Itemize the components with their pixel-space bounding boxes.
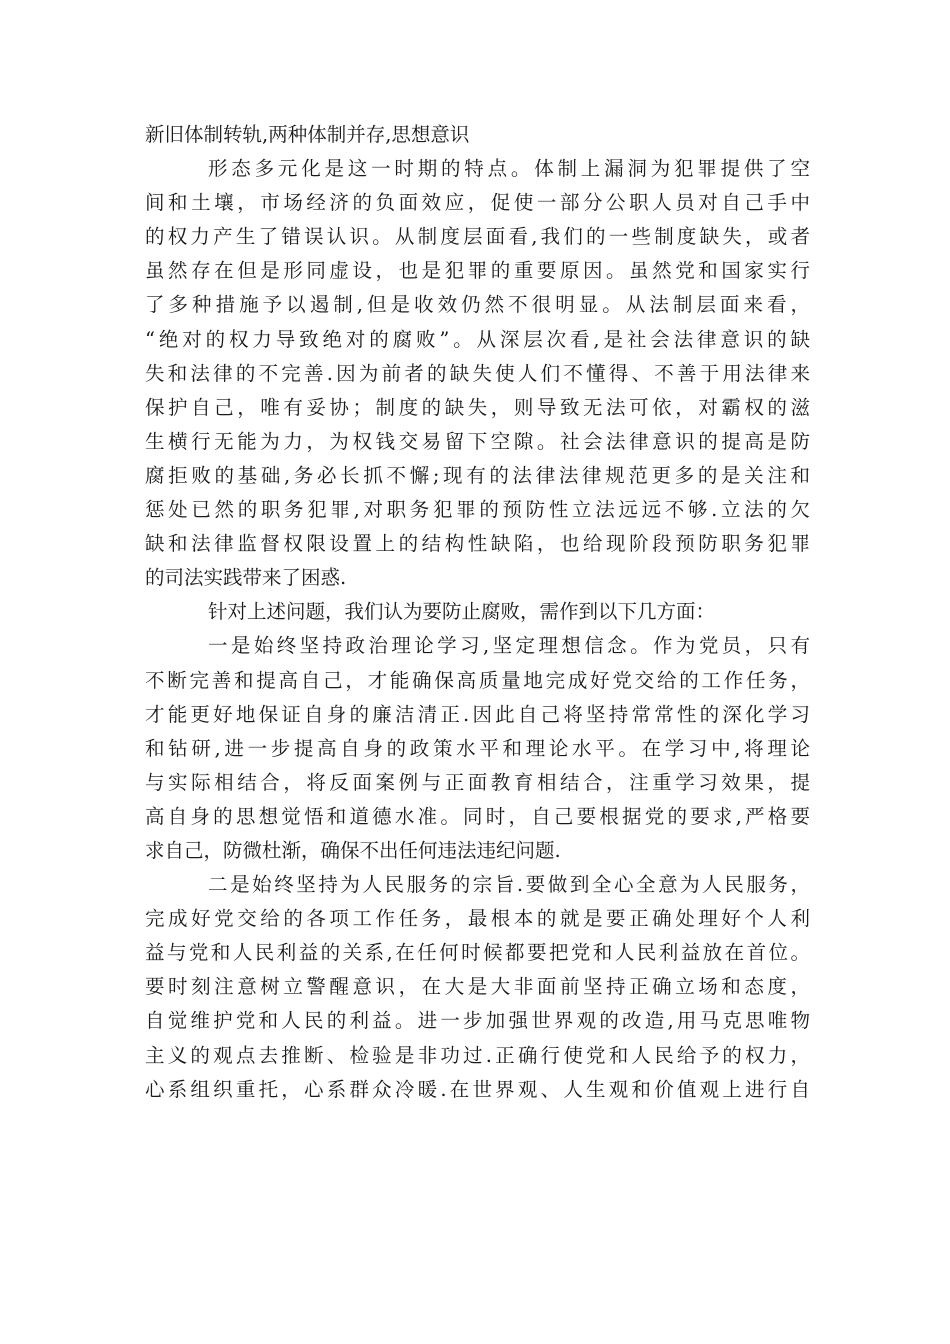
text-line: 与实际相结合，将反面案例与正面教育相结合，注重学习效果，提 xyxy=(145,770,810,794)
text-line: 完成好党交给的各项工作任务，最根本的就是要正确处理好个人利 xyxy=(145,907,810,931)
text-line: 不断完善和提高自己，才能确保高质量地完成好党交给的工作任务， xyxy=(145,668,810,692)
text-line: “绝对的权力导致绝对的腐败”。从深层次看,是社会法律意识的缺 xyxy=(145,327,810,351)
text-line: 要时刻注意树立警醒意识，在大是大非面前坚持正确立场和态度， xyxy=(145,975,810,999)
text-line: 腐拒败的基础,务必长抓不懈;现有的法律法律规范更多的是关注和 xyxy=(145,463,810,487)
text-line: 惩处已然的职务犯罪,对职务犯罪的预防性立法远远不够.立法的欠 xyxy=(145,498,810,522)
paragraph-last-line: 求自己，防微杜渐，确保不出任何违法违纪问题. xyxy=(145,838,561,862)
paragraph-last-line: 的司法实践带来了困惑. xyxy=(145,566,347,590)
paragraph-first-line: 针对上述问题，我们认为要防止腐败，需作到以下几方面： xyxy=(208,600,716,624)
text-line: 失和法律的不完善.因为前者的缺失使人们不懂得、不善于用法律来 xyxy=(145,361,810,385)
text-line: 保护自己，唯有妥协；制度的缺失，则导致无法可依，对霸权的滋 xyxy=(145,395,810,419)
text-line: 了多种措施予以遏制,但是收效仍然不很明显。从法制层面来看， xyxy=(145,293,810,317)
text-line: 心系组织重托，心系群众冷暖.在世界观、人生观和价值观上进行自 xyxy=(145,1077,810,1101)
text-line: 自觉维护党和人民的利益。进一步加强世界观的改造,用马克思唯物 xyxy=(145,1009,810,1033)
body-text xyxy=(145,118,810,1107)
text-line: 才能更好地保证自身的廉洁清正.因此自己将坚持常常性的深化学习 xyxy=(145,702,810,726)
text-line: 生横行无能为力，为权钱交易留下空隙。社会法律意识的提高是防 xyxy=(145,429,810,453)
paragraph-first-line: 一是始终坚持政治理论学习,坚定理想信念。作为党员，只有 xyxy=(208,634,810,658)
text-line: 益与党和人民利益的关系,在任何时候都要把党和人民利益放在首位。 xyxy=(145,941,810,965)
text-line: 新旧体制转轨,两种体制并存,思想意识 xyxy=(145,123,470,146)
text-line: 缺和法律监督权限设置上的结构性缺陷，也给现阶段预防职务犯罪 xyxy=(145,532,810,556)
text-line: 的权力产生了错误认识。从制度层面看,我们的一些制度缺失，或者 xyxy=(145,225,810,249)
text-line: 主义的观点去推断、检验是非功过.正确行使党和人民给予的权力， xyxy=(145,1043,810,1067)
text-line: 和钻研,进一步提高自身的政策水平和理论水平。在学习中,将理论 xyxy=(145,736,810,760)
paragraph-first-line: 二是始终坚持为人民服务的宗旨.要做到全心全意为人民服务， xyxy=(208,873,810,897)
text-line: 高自身的思想觉悟和道德水准。同时，自己要根据党的要求,严格要 xyxy=(145,804,810,828)
text-line: 虽然存在但是形同虚设，也是犯罪的重要原因。虽然党和国家实行 xyxy=(145,259,810,283)
text-line: 间和土壤，市场经济的负面效应，促使一部分公职人员对自己手中 xyxy=(145,191,810,215)
paragraph-first-line: 形态多元化是这一时期的特点。体制上漏洞为犯罪提供了空 xyxy=(208,157,810,181)
